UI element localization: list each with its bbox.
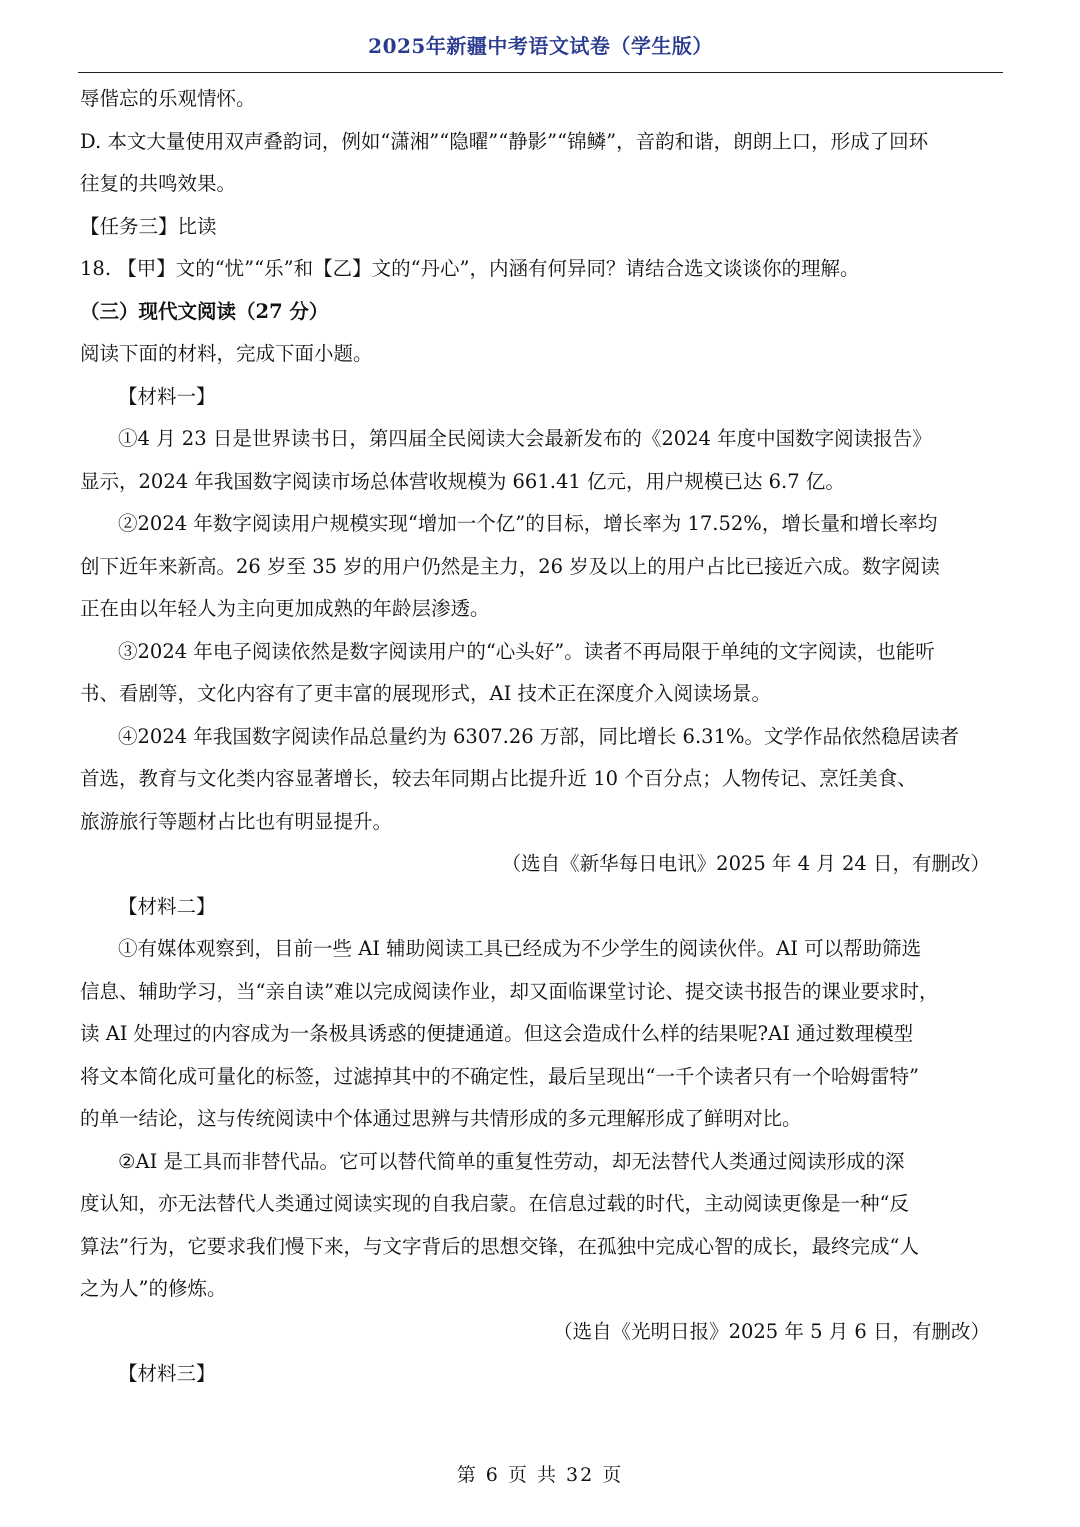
question-18: 18. 【甲】文的“忧”“乐”和【乙】文的“丹心”，内涵有何异同？请结合选文谈谈你的理解。: [80, 257, 860, 280]
text-line: 往复的共鸣效果。: [80, 172, 237, 195]
material-one-para-1-cont: 显示，2024 年我国数字阅读市场总体营收规模为 661.41 亿元，用户规模已达 6.7 亿。: [80, 469, 845, 493]
material-two-para-2-cont: 度认知，亦无法替代人类通过阅读实现的自我启蒙。在信息过载的时代，主动阅读更像是一种“反: [80, 1192, 909, 1215]
material-one-para-4-cont: 首选，教育与文化类内容显著增长，较去年同期占比提升近 10 个百分点；人物传记、烹饪美食、: [80, 767, 917, 790]
material-one-para-4: ④2024 年我国数字阅读作品总量约为 6307.26 万部，同比增长 6.31%。文学作品依然稳居读者: [118, 724, 960, 748]
material-one-para-1: ①4 月 23 日是世界读书日，第四届全民阅读大会最新发布的《2024 年度中国数字阅读报告》: [118, 427, 932, 450]
material-one-para-2-cont: 创下近年来新高。26 岁至 35 岁的用户仍然是主力，26 岁及以上的用户占比已接近六成。数字阅读: [80, 554, 940, 578]
task-three-heading: 【任务三】比读: [80, 214, 217, 238]
material-one-para-2: ②2024 年数字阅读用户规模实现“增加一个亿”的目标，增长率为 17.52%，增长量和增长率均: [118, 512, 938, 535]
material-two-label: 【材料二】: [118, 894, 216, 918]
material-one-source: （选自《新华每日电讯》2025 年 4 月 24 日，有删改）: [501, 852, 990, 875]
page-footer: 第 6 页 共 32 页: [456, 1464, 624, 1486]
material-three-label: 【材料三】: [118, 1362, 216, 1385]
option-d: D. 本文大量使用双声叠韵词，例如“潇湘”“隐曜”“静影”“锦鳞”，音韵和谐，朗朗上口，形成了回环: [80, 129, 929, 153]
material-two-para-1: ①有媒体观察到，目前一些 AI 辅助阅读工具已经成为不少学生的阅读伙伴。AI 可以帮助筛选: [118, 937, 922, 960]
material-two-para-2: ②AI 是工具而非替代品。它可以替代简单的重复性劳动，却无法替代人类通过阅读形成的深: [118, 1149, 905, 1173]
material-two-para-2-cont: 算法”行为，它要求我们慢下来，与文字背后的思想交锋，在孤独中完成心智的成长，最终完成“人: [80, 1234, 919, 1258]
material-two-para-1-cont: 信息、辅助学习，当“亲自读”难以完成阅读作业，却又面临课堂讨论、提交读书报告的课业要求时，: [80, 979, 939, 1003]
page-header: [78, 28, 1003, 73]
section-three-heading: （三）现代文阅读（27 分）: [80, 299, 329, 323]
material-two-para-1-cont: 读 AI 处理过的内容成为一条极具诱惑的便捷通道。但这会造成什么样的结果呢?AI 通过数理模型: [80, 1022, 914, 1045]
material-one-para-2-cont: 正在由以年轻人为主向更加成熟的年龄层渗透。: [80, 597, 490, 620]
header-title: 2025年新疆中考语文试卷（学生版）: [368, 34, 713, 58]
material-two-para-1-cont: 的单一结论，这与传统阅读中个体通过思辨与共情形成的多元理解形成了鲜明对比。: [80, 1107, 802, 1130]
material-one-para-3: ③2024 年电子阅读依然是数字阅读用户的“心头好”。读者不再局限于单纯的文字阅读，也能听: [118, 639, 935, 663]
material-one-label: 【材料一】: [118, 384, 216, 408]
material-one-para-4-cont: 旅游旅行等题材占比也有明显提升。: [80, 809, 393, 833]
page-content: [80, 78, 1002, 1396]
material-two-source: （选自《光明日报》2025 年 5 月 6 日，有删改）: [553, 1319, 990, 1343]
reading-instruction: 阅读下面的材料，完成下面小题。: [80, 342, 373, 365]
material-two-para-1-cont: 将文本简化成可量化的标签，过滤掉其中的不确定性，最后呈现出“一千个读者只有一个哈姆雷特”: [80, 1064, 919, 1088]
material-one-para-3-cont: 书、看剧等，文化内容有了更丰富的展现形式，AI 技术正在深度介入阅读场景。: [80, 682, 771, 705]
material-two-para-2-cont: 之为人”的修炼。: [80, 1277, 227, 1300]
text-line: 辱偕忘的乐观情怀。: [80, 87, 256, 110]
